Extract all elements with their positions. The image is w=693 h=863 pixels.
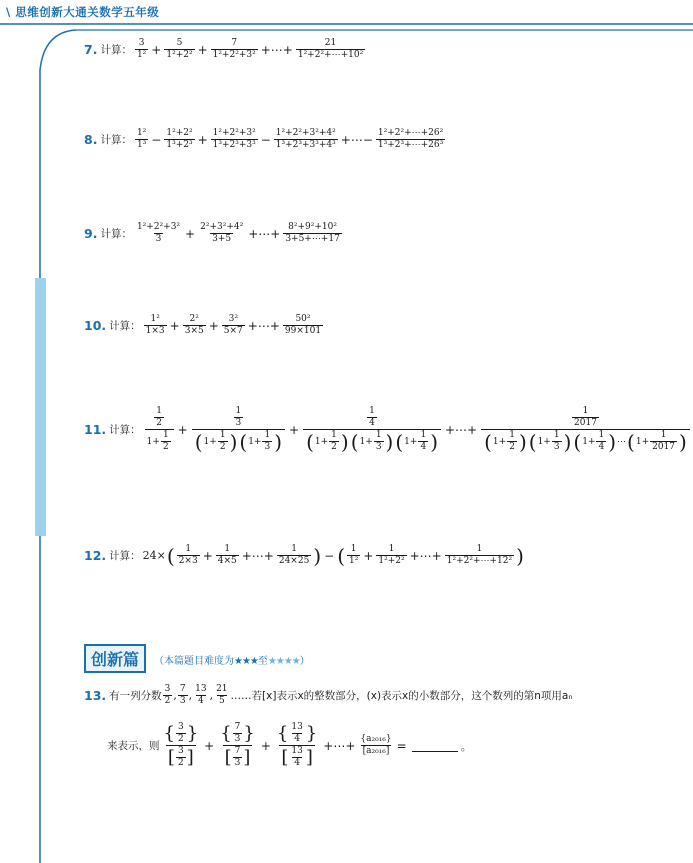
- operator: +: [185, 226, 196, 241]
- fraction: $\frac{1}{2\times 3}$: [178, 544, 198, 566]
- fraction: $\frac{\text{1²}}{1\times 3}$: [145, 314, 165, 336]
- fraction: $\frac{1}{24\times 25}$: [278, 544, 310, 566]
- problem-number: 10.: [84, 318, 107, 333]
- fraction: $\frac{1}{\text{1²+2²+⋯+12²}}$: [446, 544, 513, 566]
- fraction: $\frac{\text{8²+9²+10²}}{3+5+\cdots+17}$: [285, 222, 340, 244]
- fraction: $\frac{\text{1²+2²+3²}}{3}$: [136, 222, 181, 244]
- problem-13: 13. 有一列分数 $\frac{3}{2}$ , $\frac{7}{3}$ , $\frac{13}{4}$ , $\frac{21}{5}$ ……若[x]表示x的整数部分，(x)表示x的小数部分，这个数列的第n项用aₙ: [84, 684, 573, 706]
- problem-12: 12. 计算： 24× ( $\frac{1}{2\times 3}$ + $\frac{1}{4\times 5}$ +⋯+ $\frac{1}{24\times 25}$ ) − ( $\frac{1}{\text{1²}}$ + $\frac{1}{\text{1²+2²}}$ +⋯+ $\frac{1}{\text{1²+2²+⋯+12²}}$ ): [84, 543, 524, 568]
- complex-fraction: $\frac{1}{2}$ 1+ $\frac{1}{2}$: [145, 406, 174, 453]
- operator: +: [289, 422, 300, 437]
- operator: −: [260, 132, 271, 147]
- star-icon: ★★★: [234, 656, 258, 667]
- fraction: $\frac{5}{\text{1²+2²}}$: [166, 38, 193, 60]
- section-note: （本篇题目难度为★★★至★★★★）: [154, 656, 310, 667]
- operator: +: [151, 42, 162, 57]
- operator: −: [151, 132, 162, 147]
- calc-label: 计算：: [109, 424, 141, 436]
- complex-fraction: $\frac{1}{4}$ ( 1 + $\frac{1}{2}$ ) ( 1 + $\frac{1}{3}$ ) ( 1 + $\frac{1}{4}$ ): [303, 406, 441, 453]
- operator: +: [177, 422, 188, 437]
- operator: +: [197, 42, 208, 57]
- star-icon: ★★★★: [267, 656, 300, 667]
- book-title: \ 思维创新大通关数学五年级: [6, 5, 160, 19]
- problem-9: [84, 222, 343, 245]
- problem-13-line2: 来表示，则 { $\frac{3}{2}$ } [ $\frac{3}{2}$ ] + { $\frac{7}{3}$ } [ $\frac{7}{3}$ ] + { $\frac{13}{4}$ } [ $\frac{13}{4}$ ] +⋯+ $\frac{\text{\{a₂₀₁₆\}}}{\text{[a₂₀₁₆]}}$ = 。: [107, 722, 472, 768]
- calc-label: 计算：: [100, 134, 132, 146]
- fraction: $\frac{\text{1²}}{\text{1³}}$: [136, 128, 147, 150]
- operator: +: [197, 132, 208, 147]
- fraction: $\frac{1}{\text{1²}}$: [349, 544, 359, 566]
- fraction: $\frac{3}{\text{1²}}$: [136, 38, 147, 60]
- calc-label: 计算：: [100, 228, 132, 240]
- side-tab: [35, 278, 46, 536]
- problem-number: 11.: [84, 422, 107, 437]
- fraction: $\frac{\text{2²+3²+4²}}{3+5}$: [200, 222, 244, 244]
- section-title: 创新篇: [84, 644, 146, 673]
- complex-fraction: $\frac{1}{2017}$ ( 1 + $\frac{1}{2}$ ) ( 1 + $\frac{1}{3}$ ) ( 1 + $\frac{1}{4}$ ) ⋯ ( 1 + $\frac{1}{2017}$ ): [481, 406, 690, 453]
- problem-number: 7.: [84, 42, 98, 57]
- problem-number: 12.: [84, 548, 107, 563]
- answer-blank[interactable]: [412, 739, 458, 752]
- fraction: $\frac{\text{1²+2²}}{\text{1³+2³}}$: [166, 128, 193, 150]
- operator: +⋯+: [248, 226, 281, 241]
- fraction: $\frac{\text{1²+2²+3²}}{\text{1³+2³+3³}}$: [212, 128, 256, 150]
- calc-label: 计算：: [109, 320, 141, 332]
- problem-number: 13.: [84, 688, 107, 703]
- complex-fraction: $\frac{1}{3}$ ( 1 + $\frac{1}{2}$ ) ( 1 + $\frac{1}{3}$ ): [192, 406, 285, 453]
- problem-11: [84, 406, 692, 453]
- fraction: $\frac{\text{50²}}{99\times 101}$: [284, 314, 322, 336]
- operator: +⋯+: [260, 42, 293, 57]
- operator: +⋯+: [445, 422, 478, 437]
- problem-number: 9.: [84, 226, 98, 241]
- prefix: 24×: [142, 549, 166, 562]
- fraction: $\frac{7}{\text{1²+2²+3²}}$: [212, 38, 256, 60]
- problem-8: [84, 128, 446, 151]
- calc-label: 计算：: [100, 44, 132, 56]
- fraction: $\frac{21}{\text{1²+2²+⋯+10²}}$: [297, 38, 364, 60]
- fraction: $\frac{\text{1²+2²+3²+4²}}{\text{1³+2³+3³+4³}}$: [275, 128, 336, 150]
- fraction: $\frac{\text{3²}}{5\times 7}$: [223, 314, 243, 336]
- fraction: $\frac{\text{1²+2²+⋯+26²}}{\text{1³+2³+⋯+26³}}$: [377, 128, 444, 150]
- calc-label: 计算：: [109, 550, 141, 562]
- problem-number: 8.: [84, 132, 98, 147]
- fraction: $\frac{1}{4\times 5}$: [217, 544, 237, 566]
- operator: +⋯+: [247, 318, 280, 333]
- problem-7: [84, 38, 366, 61]
- operator: +⋯−: [340, 132, 373, 147]
- fraction: $\frac{\text{2²}}{3\times 5}$: [184, 314, 204, 336]
- problem-10: [84, 314, 324, 337]
- fraction: $\frac{1}{\text{1²+2²}}$: [378, 544, 405, 566]
- operator: +: [208, 318, 219, 333]
- operator: +: [169, 318, 180, 333]
